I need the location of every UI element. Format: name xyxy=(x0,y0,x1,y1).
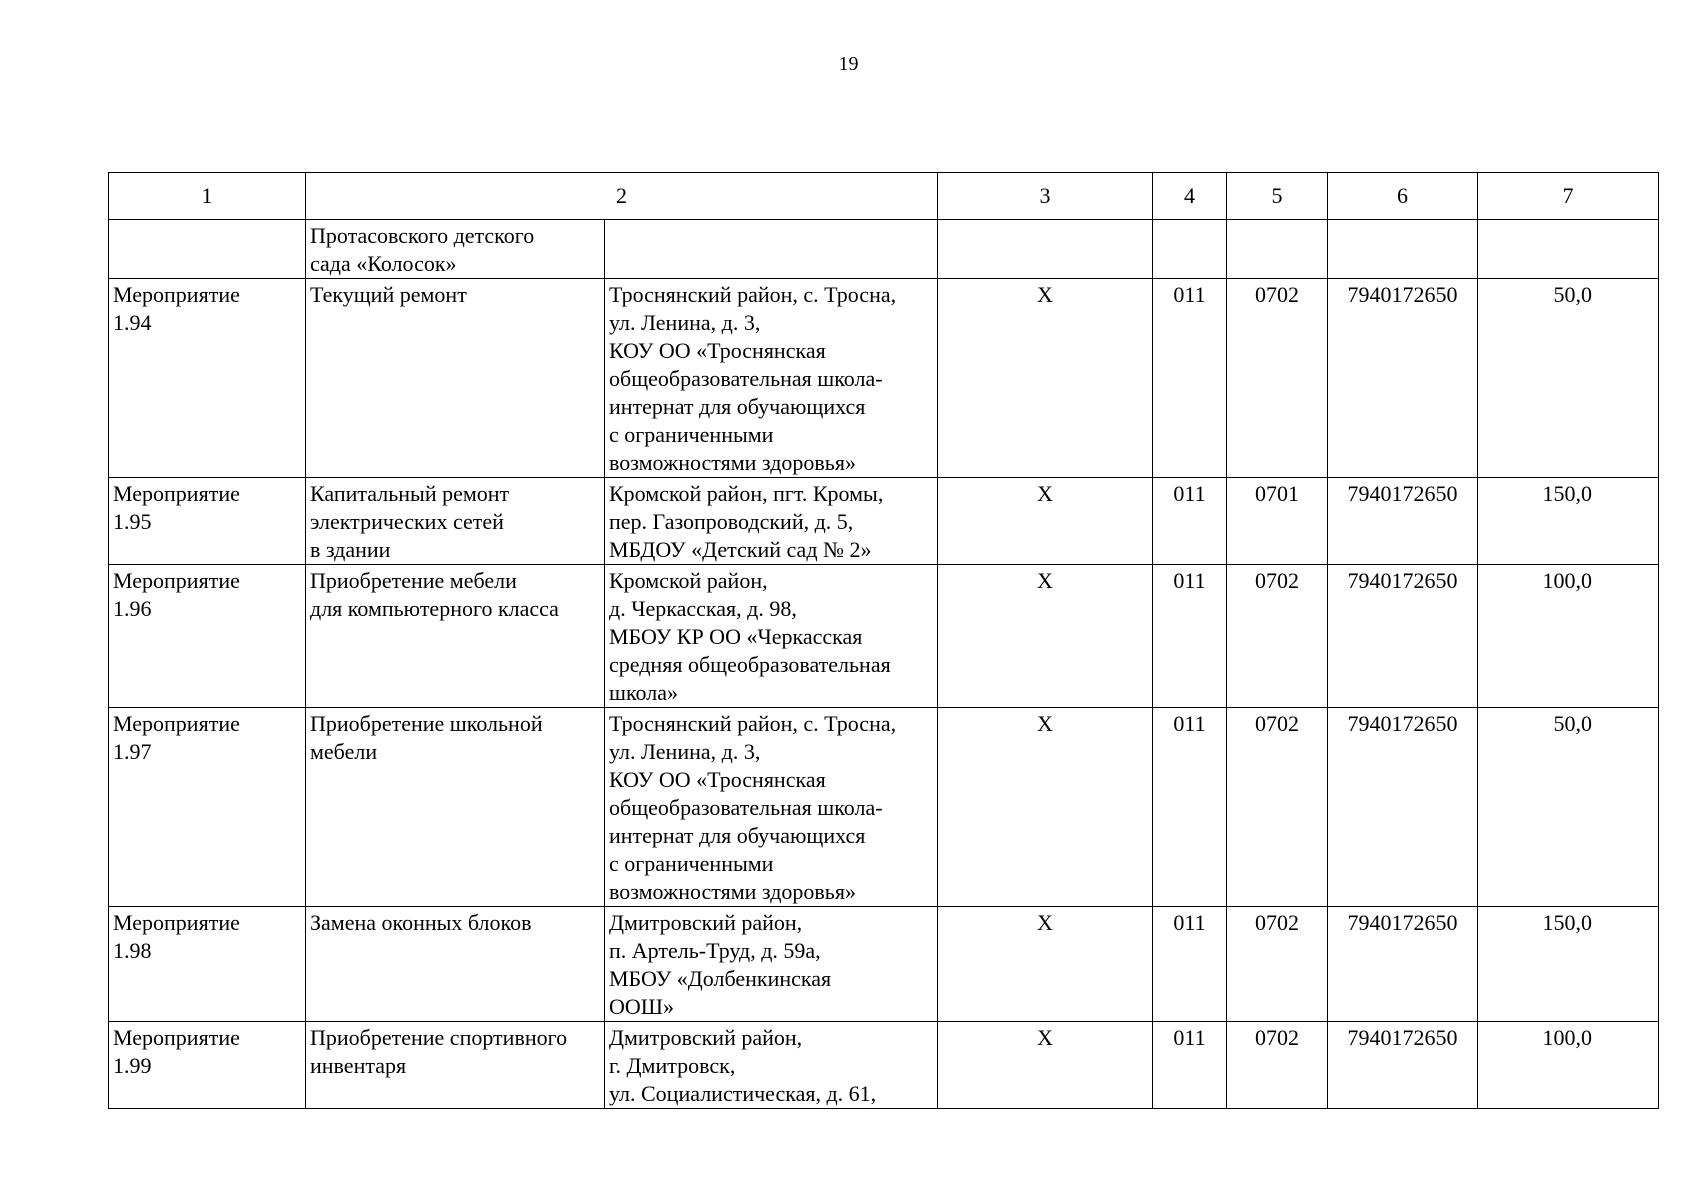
table-cell-name: Текущий ремонт xyxy=(306,279,605,478)
header-cell-2: 2 xyxy=(306,173,938,220)
table-cell-4: 011 xyxy=(1153,279,1227,478)
table-cell-5: 0702 xyxy=(1227,565,1328,708)
table-cell-3: Х xyxy=(938,565,1153,708)
table-cell-name: Приобретение спортивного инвентаря xyxy=(306,1022,605,1109)
table-cell-6: 7940172650 xyxy=(1328,565,1478,708)
table-cell-6: 7940172650 xyxy=(1328,907,1478,1022)
table-row xyxy=(109,565,1659,708)
table-cell-4: 011 xyxy=(1153,907,1227,1022)
table-cell-6: 7940172650 xyxy=(1328,478,1478,565)
table-row xyxy=(109,478,1659,565)
table-cell-6: 7940172650 xyxy=(1328,1022,1478,1109)
table-cell-event: Мероприятие 1.97 xyxy=(109,708,306,907)
table-cell-3: Х xyxy=(938,478,1153,565)
table-cell-3: Х xyxy=(938,708,1153,907)
table-cell-event: Мероприятие 1.99 xyxy=(109,1022,306,1109)
table-cell-3 xyxy=(938,220,1153,279)
table-row xyxy=(109,279,1659,478)
table-cell-address: Дмитровский район, г. Дмитровск, ул. Социалистическая, д. 61, xyxy=(605,1022,938,1109)
table-cell-event: Мероприятие 1.94 xyxy=(109,279,306,478)
table-cell-7: 100,0 xyxy=(1478,1022,1659,1109)
header-cell-7: 7 xyxy=(1478,173,1659,220)
table-cell-name: Приобретение мебели для компьютерного класса xyxy=(306,565,605,708)
table-cell-4: 011 xyxy=(1153,565,1227,708)
table-cell-event: Мероприятие 1.95 xyxy=(109,478,306,565)
table-cell-4: 011 xyxy=(1153,478,1227,565)
table-cell-7: 150,0 xyxy=(1478,478,1659,565)
table-cell-7 xyxy=(1478,220,1659,279)
table-cell-7: 50,0 xyxy=(1478,708,1659,907)
table-cell-address: Троснянский район, с. Тросна, ул. Ленина, д. 3, КОУ ОО «Троснянская общеобразовательная школа- интернат для обучающихся с ограниченными возможностями здоровья» xyxy=(605,708,938,907)
table-cell-4: 011 xyxy=(1153,708,1227,907)
table-cell-5: 0702 xyxy=(1227,279,1328,478)
table-cell-name: Капитальный ремонт электрических сетей в здании xyxy=(306,478,605,565)
header-cell-5: 5 xyxy=(1227,173,1328,220)
budget-table xyxy=(108,172,1659,1109)
table-cell-3: Х xyxy=(938,1022,1153,1109)
continuation-row xyxy=(109,220,1659,279)
table-cell-4: 011 xyxy=(1153,1022,1227,1109)
table-cell-address xyxy=(605,220,938,279)
table-cell-address: Кромской район, пгт. Кромы, пер. Газопроводский, д. 5, МБДОУ «Детский сад № 2» xyxy=(605,478,938,565)
table-row xyxy=(109,708,1659,907)
table-cell-3: Х xyxy=(938,279,1153,478)
table-cell-5 xyxy=(1227,220,1328,279)
header-cell-6: 6 xyxy=(1328,173,1478,220)
table-cell-7: 50,0 xyxy=(1478,279,1659,478)
table-cell-5: 0702 xyxy=(1227,1022,1328,1109)
header-cell-3: 3 xyxy=(938,173,1153,220)
table-cell-address: Кромской район, д. Черкасская, д. 98, МБОУ КР ОО «Черкасская средняя общеобразовательная школа» xyxy=(605,565,938,708)
table-cell-4 xyxy=(1153,220,1227,279)
table-cell-address: Троснянский район, с. Тросна, ул. Ленина, д. 3, КОУ ОО «Троснянская общеобразовательная школа- интернат для обучающихся с ограниченными возможностями здоровья» xyxy=(605,279,938,478)
header-cell-1: 1 xyxy=(109,173,306,220)
table-row xyxy=(109,907,1659,1022)
page-number: 19 xyxy=(838,53,859,75)
table-cell-name: Замена оконных блоков xyxy=(306,907,605,1022)
table-cell-event xyxy=(109,220,306,279)
table-cell-name: Протасовского детского сада «Колосок» xyxy=(306,220,605,279)
table-cell-event: Мероприятие 1.98 xyxy=(109,907,306,1022)
header-cell-4: 4 xyxy=(1153,173,1227,220)
table-cell-5: 0702 xyxy=(1227,907,1328,1022)
table-cell-event: Мероприятие 1.96 xyxy=(109,565,306,708)
table-cell-name: Приобретение школьной мебели xyxy=(306,708,605,907)
table-cell-address: Дмитровский район, п. Артель-Труд, д. 59а, МБОУ «Долбенкинская ООШ» xyxy=(605,907,938,1022)
table-cell-7: 150,0 xyxy=(1478,907,1659,1022)
table-cell-7: 100,0 xyxy=(1478,565,1659,708)
table-cell-5: 0701 xyxy=(1227,478,1328,565)
table-cell-5: 0702 xyxy=(1227,708,1328,907)
table-row xyxy=(109,1022,1659,1109)
table-cell-6: 7940172650 xyxy=(1328,708,1478,907)
header-row xyxy=(109,173,1659,220)
table-cell-6 xyxy=(1328,220,1478,279)
table-cell-3: Х xyxy=(938,907,1153,1022)
table-cell-6: 7940172650 xyxy=(1328,279,1478,478)
